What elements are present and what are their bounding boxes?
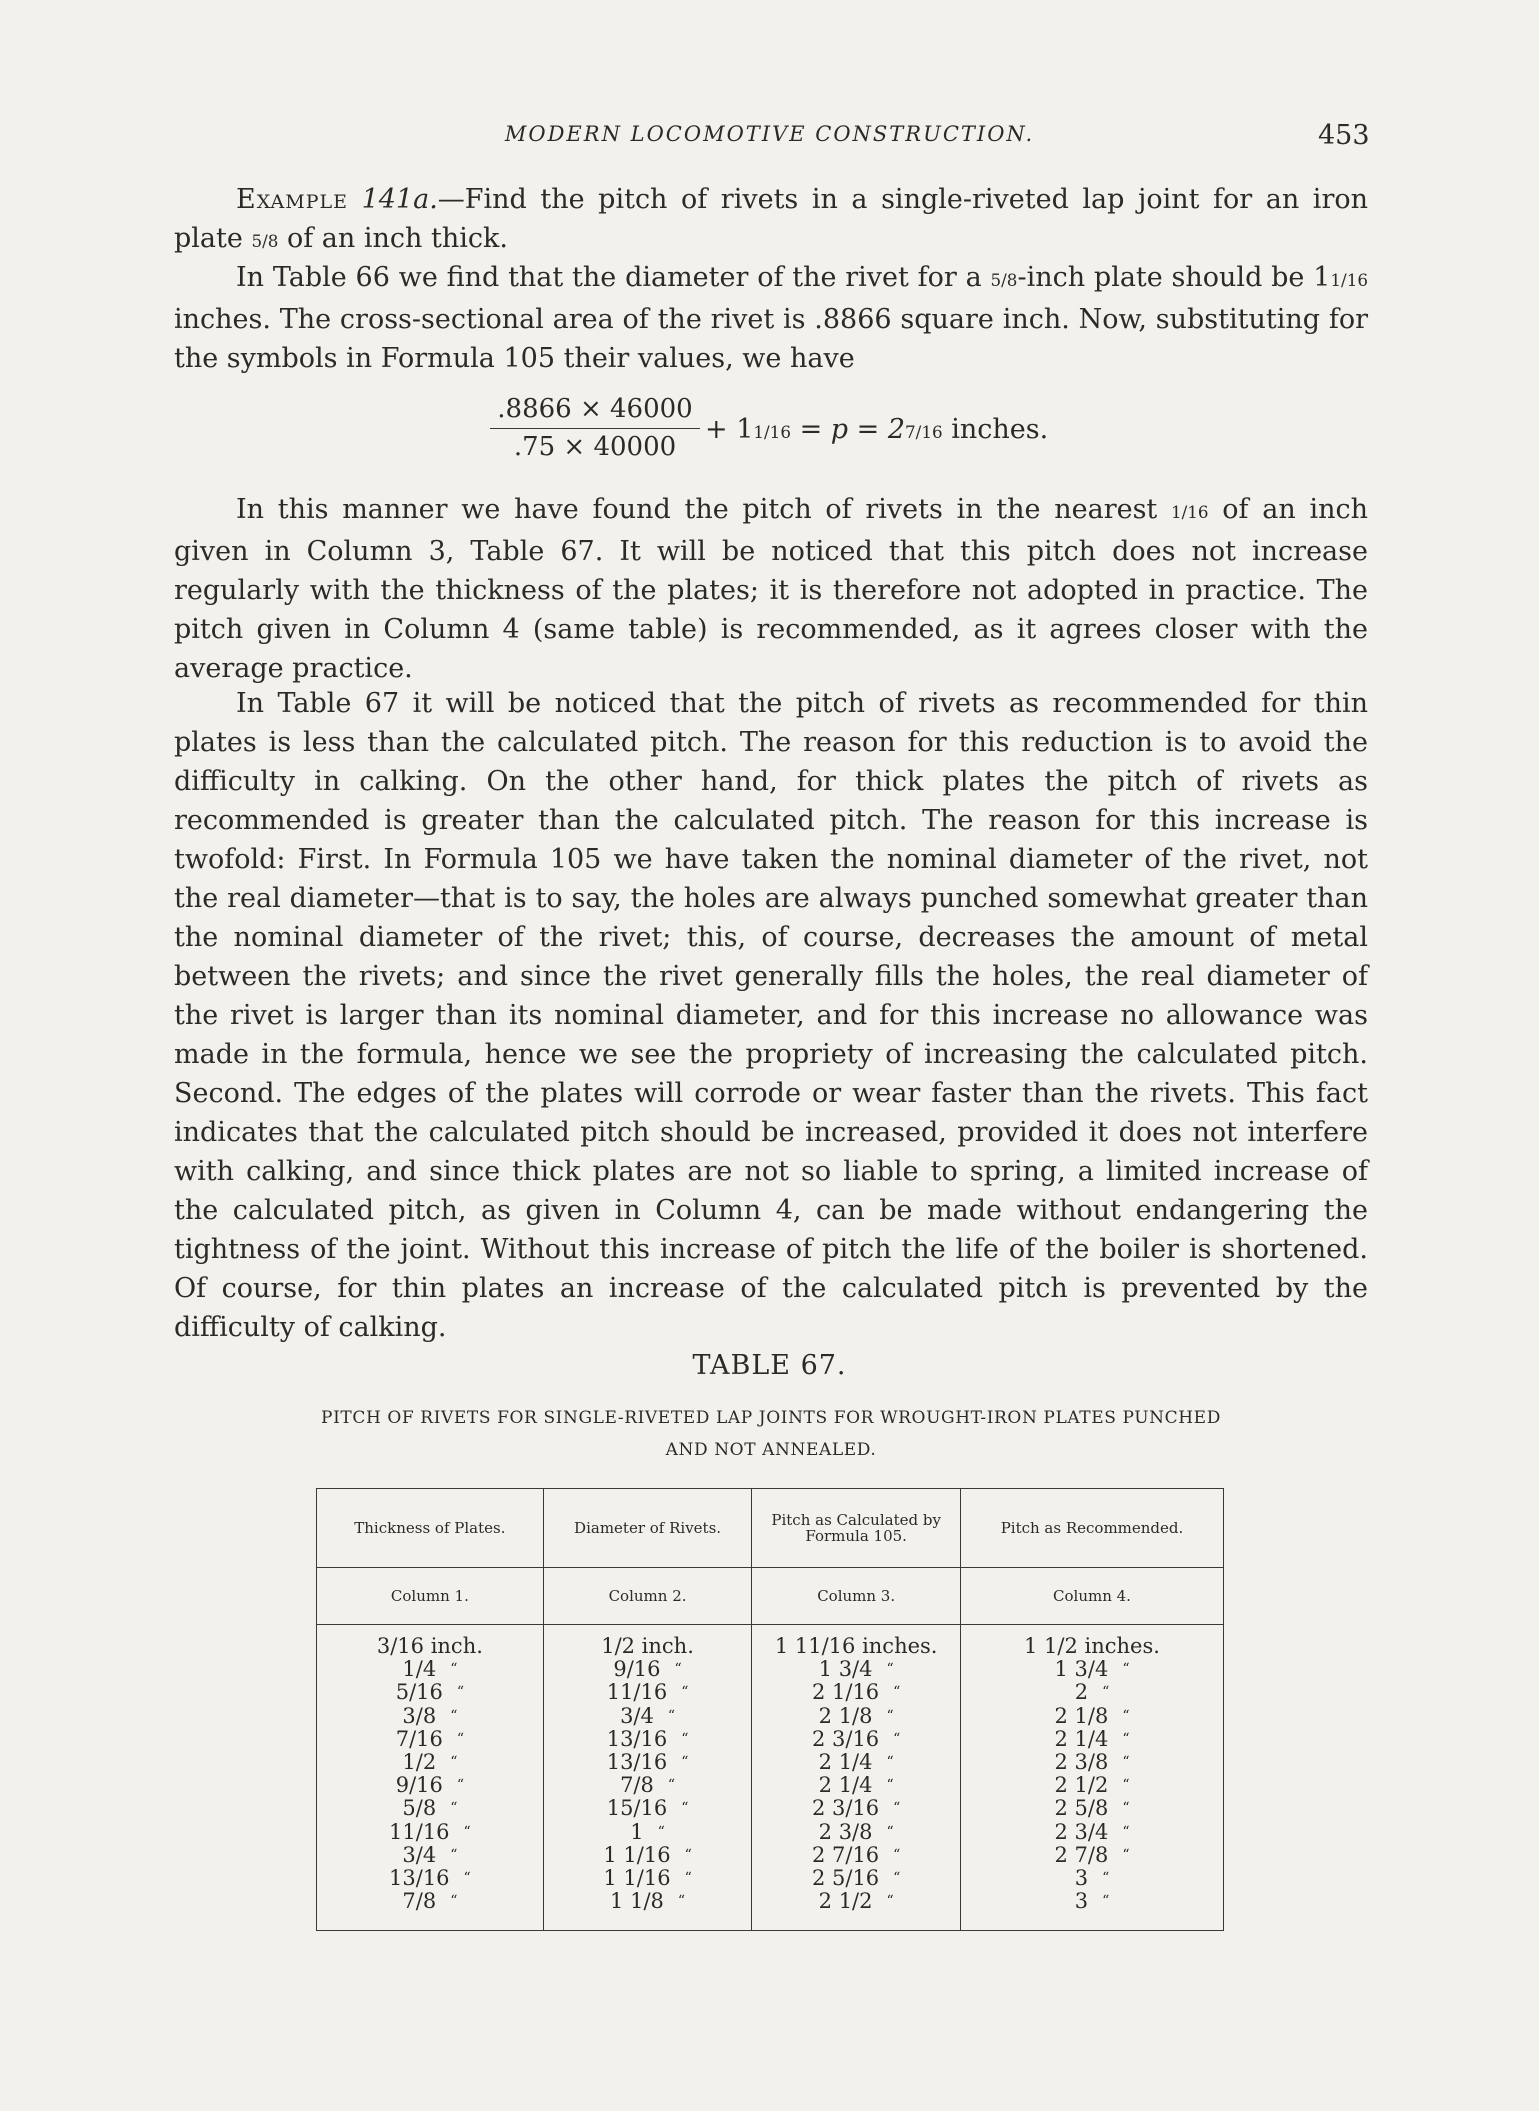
cell-value: 2 1/2 <box>1054 1773 1109 1798</box>
cell-value: 11/16 <box>606 1680 668 1705</box>
column-thickness-values <box>317 1625 544 1931</box>
table-cell <box>962 1658 1222 1681</box>
cell-value: 2 3/16 <box>811 1796 880 1821</box>
table-cell <box>545 1774 751 1797</box>
table67-paragraph <box>174 684 1368 1347</box>
ditto-mark: “ <box>456 1684 465 1701</box>
table-cell <box>545 1890 751 1913</box>
header-diameter: Diameter of Rivets. <box>543 1489 752 1568</box>
ditto-mark: “ <box>684 1846 692 1863</box>
table-cell <box>962 1867 1222 1890</box>
ditto-mark: “ <box>1122 1754 1130 1771</box>
example-fraction: 5/8 <box>251 231 279 251</box>
table-cell <box>318 1844 542 1867</box>
manner-text-2: of an inch given in Column 3, Table 67. It will be noticed that this pitch does not increase regularly with the thickness of the plates; it is therefore not adopted in practice. The pitch given in Column 4 (same table) is recommended, as it agrees closer with the average practice. <box>174 494 1368 684</box>
cell-value: 3/4 <box>402 1842 437 1867</box>
column-label-1: Column 1. <box>317 1568 544 1625</box>
table-cell <box>962 1844 1222 1867</box>
cell-value: 2 5/8 <box>1054 1796 1109 1821</box>
table-cell <box>318 1635 542 1658</box>
ditto-mark: “ <box>1122 1777 1130 1794</box>
cell-value: 13/16 <box>389 1866 450 1891</box>
cell-value: 13/16 <box>606 1750 668 1775</box>
cell-unit: inches. <box>855 1634 938 1658</box>
cell-value: 2 1/4 <box>818 1750 873 1775</box>
ditto-mark: “ <box>456 1730 465 1747</box>
rivet-pitch-table <box>316 1488 1224 1931</box>
table67-text: In Table 67 it will be noticed that the pitch of rivets as recommended for thin plates is less than the calculated pitch. The reason for this reduction is to avoid the difficulty in calking. On the other hand, for thick plates the pitch of rivets as recommended is greater than the calculated pitch. The reason for this increase is twofold: First. In Formula 105 we have taken the nominal diameter of the rivet, not the real diameter—that is to say, the holes are always punched somewhat greater than the nominal diameter of the rivet; this, of course, decreases the amount of metal between the rivets; and since the rivet generally fills the holes, the real diameter of the rivet is larger than its nominal diameter, and for this increase no allowance was made in the formula, hence we see the propriety of increasing the calculated pitch. Second. The edges of the plates will corrode or wear faster than the rivets. This fact indicates that the calculated pitch should be increased, provided it does not interfere with calking, and since thick plates are not so liable to spring, a limited increase of the calculated pitch, as given in Column 4, can be made without endangering the tightness of the joint. Without this increase of pitch the life of the boiler is shortened. Of course, for thin plates an increase of the calculated pitch is prevented by the difficulty of calking. <box>174 688 1368 1343</box>
table-cell <box>318 1774 542 1797</box>
table-cell <box>962 1728 1222 1751</box>
ditto-mark: “ <box>1102 1893 1110 1910</box>
ditto-mark: “ <box>893 1684 901 1701</box>
table66-whole-1: 1 <box>1313 262 1331 293</box>
table-cell <box>545 1658 751 1681</box>
ditto-mark: “ <box>681 1800 689 1817</box>
cell-value: 5/16 <box>395 1680 443 1705</box>
ditto-mark: “ <box>681 1754 689 1771</box>
cell-value: 13/16 <box>606 1726 668 1751</box>
formula-rhs <box>705 414 1048 445</box>
ditto-mark: “ <box>886 1754 894 1771</box>
ditto-mark: “ <box>886 1823 894 1840</box>
ditto-mark: “ <box>1102 1870 1110 1887</box>
cell-value: 7/16 <box>395 1726 443 1751</box>
formula-numerator: .8866 × 46000 <box>490 392 700 429</box>
table-cell <box>545 1844 751 1867</box>
cell-value: 2 1/8 <box>1054 1703 1109 1728</box>
table-cell <box>962 1821 1222 1844</box>
table66-text-2: -inch plate should be <box>1017 262 1314 293</box>
cell-value: 3 <box>1074 1889 1089 1914</box>
cell-value: 2 1/4 <box>818 1773 873 1798</box>
table-cell <box>753 1774 959 1797</box>
cell-value: 2 7/8 <box>1054 1842 1109 1867</box>
ditto-mark: “ <box>456 1777 465 1794</box>
formula-unit: inches. <box>942 414 1049 445</box>
cell-value: 1/2 <box>402 1750 437 1775</box>
table-cell <box>753 1751 959 1774</box>
cell-value: 1 3/4 <box>1054 1657 1109 1682</box>
formula-result-fraction: 7/16 <box>905 422 943 442</box>
table-cell <box>545 1821 751 1844</box>
column-label-2: Column 2. <box>543 1568 752 1625</box>
ditto-mark: “ <box>450 1800 458 1817</box>
cell-value: 11/16 <box>389 1819 450 1844</box>
ditto-mark: “ <box>1122 1661 1130 1678</box>
column-label-4: Column 4. <box>960 1568 1223 1625</box>
cell-value: 7/8 <box>620 1773 654 1798</box>
ditto-mark: “ <box>657 1823 665 1840</box>
ditto-mark: “ <box>681 1730 689 1747</box>
table-cell <box>962 1705 1222 1728</box>
header-pitch-recommended: Pitch as Recommended. <box>960 1489 1223 1568</box>
cell-value: 9/16 <box>613 1657 661 1682</box>
manner-fraction: 1/16 <box>1171 502 1209 522</box>
cell-unit: inches. <box>1077 1634 1160 1658</box>
table-cell <box>318 1728 542 1751</box>
example-text-1: —Find the pitch of rivets in a single-riveted lap joint for an iron plate <box>174 184 1368 254</box>
table-cell <box>318 1890 542 1913</box>
cell-unit: inch. <box>424 1634 483 1658</box>
formula-plus: + 1 <box>705 414 754 445</box>
table-cell <box>753 1890 959 1913</box>
table-cell <box>753 1821 959 1844</box>
ditto-mark: “ <box>893 1800 901 1817</box>
formula-equals: = p = 2 <box>790 414 906 445</box>
ditto-mark: “ <box>893 1870 901 1887</box>
table-cell <box>753 1635 959 1658</box>
cell-value: 2 1/16 <box>811 1680 880 1705</box>
cell-value: 3/4 <box>620 1703 654 1728</box>
table-cell <box>545 1728 751 1751</box>
table66-paragraph <box>174 258 1368 378</box>
column-label-3: Column 3. <box>752 1568 961 1625</box>
cell-value: 1 <box>630 1819 644 1844</box>
ditto-mark: “ <box>886 1661 894 1678</box>
cell-value: 9/16 <box>395 1773 443 1798</box>
table-cell <box>962 1890 1222 1913</box>
ditto-mark: “ <box>1122 1707 1130 1724</box>
table-cell <box>545 1681 751 1704</box>
cell-value: 2 1/8 <box>818 1703 873 1728</box>
table-cell <box>753 1728 959 1751</box>
table-cell <box>545 1751 751 1774</box>
cell-value: 2 3/4 <box>1054 1819 1109 1844</box>
table-cell <box>962 1681 1222 1704</box>
table-cell <box>753 1681 959 1704</box>
ditto-mark: “ <box>450 1754 458 1771</box>
ditto-mark: “ <box>667 1707 676 1724</box>
formula-denominator: .75 × 40000 <box>513 432 677 462</box>
cell-value: 2 7/16 <box>811 1842 880 1867</box>
ditto-mark: “ <box>463 1870 471 1887</box>
table66-fraction-1: 5/8 <box>990 270 1018 290</box>
cell-value: 2 3/8 <box>1054 1750 1109 1775</box>
ditto-mark: “ <box>667 1777 676 1794</box>
ditto-mark: “ <box>1122 1823 1130 1840</box>
cell-value: 1 1/16 <box>603 1842 671 1867</box>
cell-value: 2 3/8 <box>818 1819 873 1844</box>
cell-value: 3/8 <box>402 1703 437 1728</box>
cell-value: 1 1/8 <box>610 1889 664 1914</box>
ditto-mark: “ <box>893 1730 901 1747</box>
table-cell <box>545 1797 751 1820</box>
cell-unit: inch. <box>635 1634 694 1658</box>
cell-value: 1 11/16 <box>774 1634 856 1658</box>
table-cell <box>318 1797 542 1820</box>
formula-plus-fraction: 1/16 <box>753 422 791 442</box>
column-diameter-values <box>543 1625 752 1931</box>
ditto-mark: “ <box>450 1893 458 1910</box>
table-cell <box>318 1681 542 1704</box>
ditto-mark: “ <box>886 1777 894 1794</box>
running-header: MODERN LOCOMOTIVE CONSTRUCTION. <box>504 122 1035 146</box>
ditto-mark: “ <box>886 1707 894 1724</box>
ditto-mark: “ <box>1122 1730 1130 1747</box>
cell-value: 3/16 <box>376 1634 425 1658</box>
cell-value: 2 3/16 <box>811 1726 880 1751</box>
table-cell <box>545 1635 751 1658</box>
cell-value: 2 <box>1074 1680 1089 1705</box>
page-number: 453 <box>1318 120 1370 151</box>
ditto-mark: “ <box>677 1893 686 1910</box>
cell-value: 2 5/16 <box>811 1866 880 1891</box>
header-thickness: Thickness of Plates. <box>317 1489 544 1568</box>
table-cell <box>545 1705 751 1728</box>
ditto-mark: “ <box>1102 1684 1110 1701</box>
example-number: 141a. <box>361 184 438 215</box>
table-cell <box>318 1751 542 1774</box>
cell-value: 5/8 <box>402 1796 437 1821</box>
formula-fraction <box>490 392 700 465</box>
example-text-2: of an inch thick. <box>278 223 508 254</box>
table-caption-line-1: PITCH OF RIVETS FOR SINGLE-RIVETED LAP JOINTS FOR WROUGHT-IRON PLATES PUNCHED <box>321 1408 1221 1428</box>
cell-value: 7/8 <box>402 1889 437 1914</box>
example-label: Example <box>236 184 349 215</box>
table-title: TABLE 67. <box>692 1350 847 1381</box>
table-cell <box>962 1635 1222 1658</box>
ditto-mark: “ <box>450 1846 458 1863</box>
cell-value: 2 1/4 <box>1054 1726 1109 1751</box>
table-cell <box>545 1867 751 1890</box>
cell-value: 1 3/4 <box>818 1657 873 1682</box>
ditto-mark: “ <box>893 1846 901 1863</box>
table66-text-3: inches. The cross-sectional area of the rivet is .8866 square inch. Now, substituting for the symbols in Formula 105 their values, we have <box>174 304 1368 374</box>
cell-value: 1/2 <box>601 1634 635 1658</box>
table-caption <box>174 1402 1368 1466</box>
table-cell <box>962 1797 1222 1820</box>
table66-fraction-2: 1/16 <box>1330 270 1368 290</box>
cell-value: 2 1/2 <box>818 1889 873 1914</box>
table-cell <box>753 1867 959 1890</box>
ditto-mark: “ <box>681 1684 689 1701</box>
manner-text-1: In this manner we have found the pitch of rivets in the nearest <box>236 494 1171 525</box>
ditto-mark: “ <box>684 1870 692 1887</box>
cell-value: 15/16 <box>606 1796 668 1821</box>
cell-value: 1/4 <box>402 1657 437 1682</box>
table-cell <box>962 1774 1222 1797</box>
table-cell <box>962 1751 1222 1774</box>
cell-value: 1 1/2 <box>1024 1634 1078 1658</box>
table-cell <box>318 1658 542 1681</box>
manner-paragraph <box>174 490 1368 688</box>
table-cell <box>753 1658 959 1681</box>
header-pitch-calculated: Pitch as Calculated by Formula 105. <box>752 1489 961 1568</box>
ditto-mark: “ <box>1122 1800 1130 1817</box>
ditto-mark: “ <box>1122 1846 1130 1863</box>
table-cell <box>753 1705 959 1728</box>
table66-text-1: In Table 66 we find that the diameter of the rivet for a <box>236 262 991 293</box>
ditto-mark: “ <box>450 1661 458 1678</box>
ditto-mark: “ <box>463 1823 471 1840</box>
table-cell <box>318 1867 542 1890</box>
table-cell <box>753 1797 959 1820</box>
table-cell <box>318 1705 542 1728</box>
table-cell <box>753 1844 959 1867</box>
ditto-mark: “ <box>674 1661 682 1678</box>
example-paragraph <box>174 180 1368 261</box>
column-recommended-values <box>960 1625 1223 1931</box>
ditto-mark: “ <box>450 1707 458 1724</box>
column-calculated-values <box>752 1625 961 1931</box>
cell-value: 1 1/16 <box>603 1866 671 1891</box>
cell-value: 3 <box>1074 1866 1089 1891</box>
table-caption-line-2: AND NOT ANNEALED. <box>665 1440 877 1460</box>
ditto-mark: “ <box>886 1893 894 1910</box>
table-cell <box>318 1821 542 1844</box>
